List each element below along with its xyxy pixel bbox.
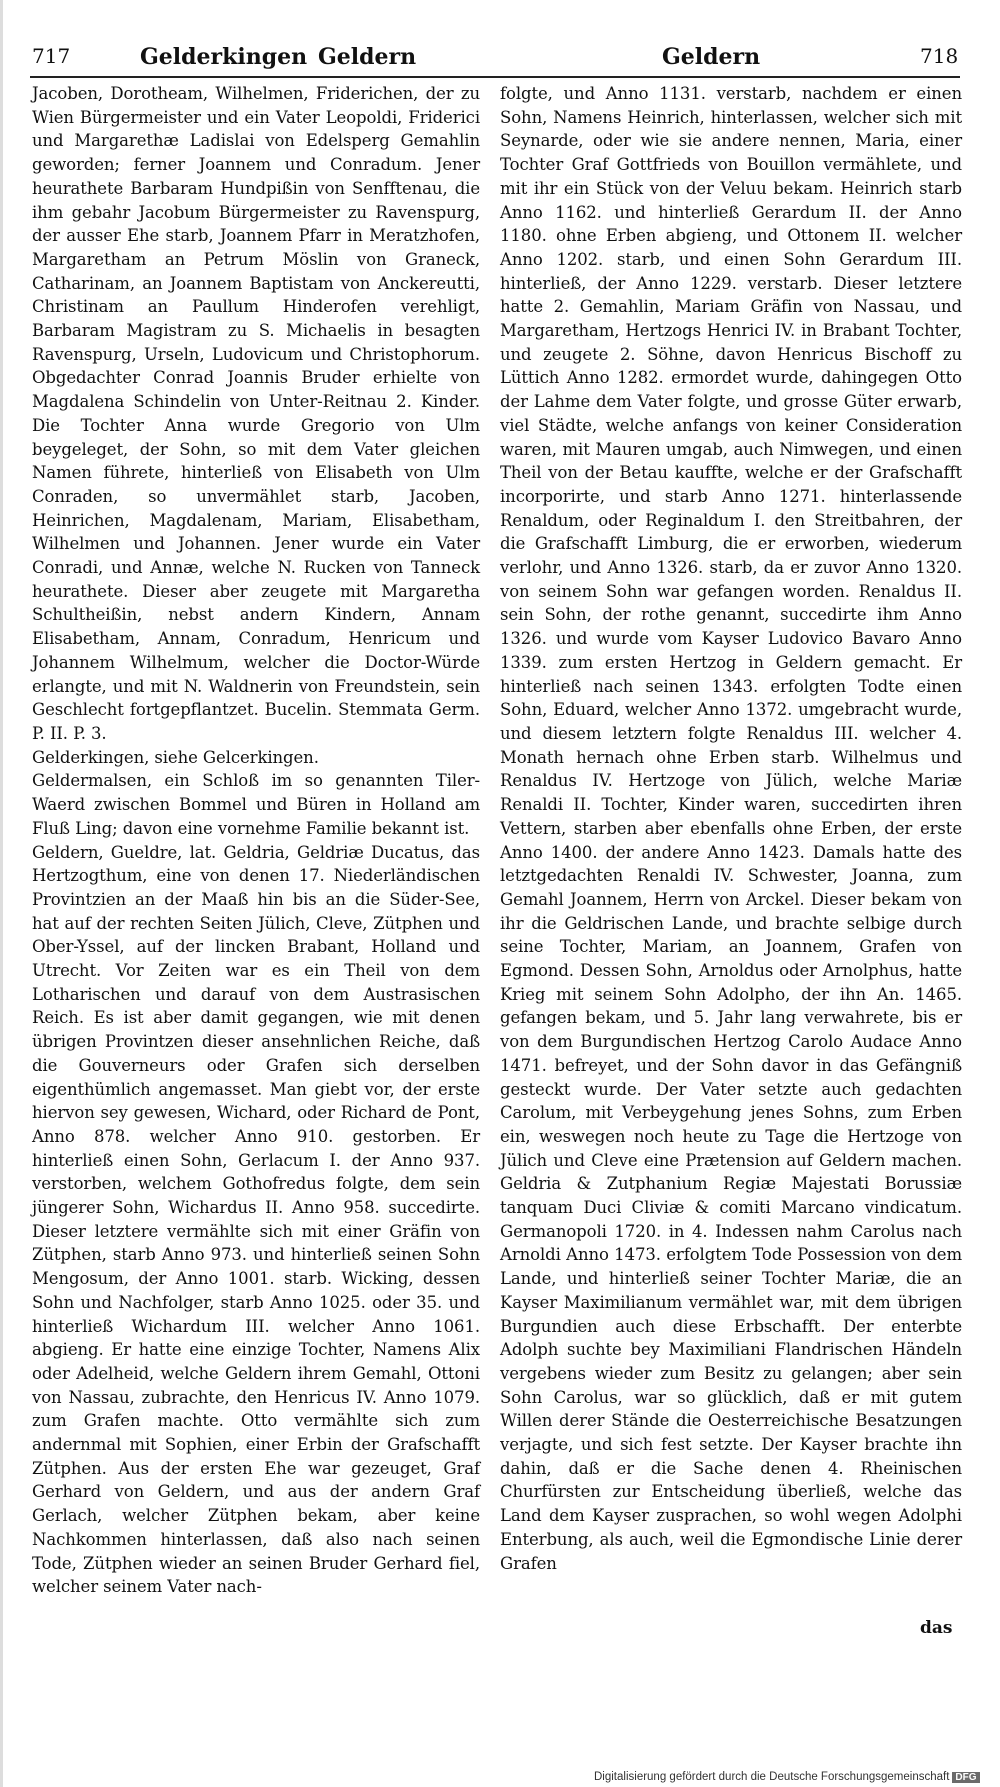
right-page-number: 718	[920, 44, 959, 68]
footer-text: Digitalisierung gefördert durch die Deutsche Forschungsgemeinschaft	[594, 1771, 950, 1783]
header-rule	[30, 76, 960, 78]
dfg-logo: DFG	[952, 1772, 979, 1783]
scan-edge	[0, 0, 3, 1787]
entry-geldermalsen: Geldermalsen, ein Schloß im so genannten Tiler-Waerd zwischen Bommel und Büren in Holland am Fluß Ling; davon eine vornehme Familie bekannt ist.	[32, 771, 480, 838]
left-page-number: 717	[32, 44, 71, 68]
right-text-column	[500, 82, 962, 1575]
entry-gelderkingen: Gelderkingen, siehe Gelcerkingen.	[32, 747, 319, 767]
left-running-head-2: Geldern	[318, 44, 417, 70]
entry-geldern: Geldern, Gueldre, lat. Geldria, Geldriæ Ducatus, das Hertzogthum, eine von denen 17. Niederländischen Provintzien an der Maaß hin bis an die Süder-See, hat auf der rechten Seiten Jülich, Cleve, Zütphen und Ober-Yssel, auf der lincken Brabant, Holland und Utrecht. Vor Zeiten war es ein Theil von dem Lotharischen und darauf von dem Austrasischen Reich. Es ist aber damit gegangen, wie mit denen übrigen Provintzen dieser ansehnlichen Reiche, daß die Gouverneurs oder Grafen sich derselben eigenthümlich angemasset. Man giebt vor, der erste hiervon sey gewesen, Wichard, oder Richard de Pont, Anno 878. welcher Anno 910. gestorben. Er hinterließ einen Sohn, Gerlacum I. der Anno 937. verstorben, welchem Gothofredus folgte, dem sein jüngerer Sohn, Wichardus II. Anno 958. succedirte. Dieser letztere vermählte sich mit einer Gräfin von Zütphen, starb Anno 973. und hinterließ seinen Sohn Mengosum, der Anno 1001. starb. Wicking, dessen Sohn und Nachfolger, starb Anno 1025. oder 35. und hinterließ Wichardum III. welcher Anno 1061. abgieng. Er hatte eine einzige Tochter, Namens Alix oder Adelheid, welche Geldern ihrem Gemahl, Ottoni von Nassau, zubrachte, den Henricus IV. Anno 1079. zum Grafen machte. Otto vermählte sich zum andernmal mit Sophien, einer Erbin der Grafschafft Zütphen. Aus der ersten Ehe war gezeuget, Graf Gerhard von Geldern, und aus der andern Graf Gerlach, welcher Zütphen bekam, aber keine Nachkommen hinterlassen, daß also nach seinen Tode, Zütphen wieder an seinen Bruder Gerhard fiel, welcher seinem Vater nach-	[32, 842, 480, 1597]
paragraph-continuation: Jacoben, Dorotheam, Wilhelmen, Friderichen, der zu Wien Bürgermeister und ein Vater Leopoldi, Friderici und Margarethæ Ladislai von Edelsperg Gemahlin geworden; ferner Joannem und Conradum. Jener heurathete Barbaram Hundpißin von Senfftenau, die ihm gebahr Jacobum Bürgermeister zu Ravenspurg, der ausser Ehe starb, Joannem Pfarr in Meratzhofen, Margaretham an Petrum Möslin von Graneck, Catharinam, an Joannem Baptistam von Anckereutti, Christinam an Paullum Hinderofen verehligt, Barbaram Magistram zu S. Michaelis in besagten Ravenspurg, Urseln, Ludovicum und Christophorum. Obgedachter Conrad Joannis Bruder erhielte von Magdalena Schindelin von Unter-Reitnau 2. Kinder. Die Tochter Anna wurde Gregorio von Ulm beygeleget, der Sohn, so mit dem Vater gleichen Namen führete, hinterließ von Elisabeth von Ulm Conraden, so unvermählet starb, Jacoben, Heinrichen, Magdalenam, Mariam, Elisabetham, Wilhelmen und Johannen. Jener wurde ein Vater Conradi, und Annæ, welche N. Rucken von Tanneck heurathete. Dieser aber zeugete mit Margaretha Schultheißin, nebst andern Kindern, Annam Elisabetham, Annam, Conradum, Henricum und Johannem Wilhelmum, welcher die Doctor-Würde erlangte, und mit N. Waldnerin von Freundstein, sein Geschlecht fortgepflantzet. Bucelin. Stemmata Germ. P. II. P. 3.	[32, 84, 480, 743]
left-text-column	[32, 82, 480, 1599]
right-running-head: Geldern	[662, 44, 761, 70]
catchword: das	[920, 1618, 953, 1638]
paragraph-geldern-continued: folgte, und Anno 1131. verstarb, nachdem er einen Sohn, Namens Heinrich, hinterlassen, welcher sich mit Seynarde, oder wie sie andere nennen, Maria, einer Tochter Graf Gottfrieds von Bouillon vermählete, und mit ihr ein Stück von der Veluu bekam. Heinrich starb Anno 1162. und hinterließ Gerardum II. der Anno 1180. ohne Erben abgieng, und Ottonem II. welcher Anno 1202. starb, und einen Sohn Gerardum III. hinterließ, der Anno 1229. verstarb. Dieser letztere hatte 2. Gemahlin, Mariam Gräfin von Nassau, und Margaretham, Hertzogs Henrici IV. in Brabant Tochter, und zeugete 2. Söhne, davon Henricus Bischoff zu Lüttich Anno 1282. ermordet wurde, dahingegen Otto der Lahme dem Vater folgte, und grosse Güter erwarb, viel Städte, welche anfangs von keiner Consideration waren, mit Mauren umgab, auch Nimwegen, und einen Theil von der Betau kauffte, welche er der Grafschafft incorporirte, und starb Anno 1271. hinterlassende Renaldum, oder Reginaldum I. den Streitbahren, der die Grafschafft Limburg, die er erworben, wiederum verlohr, und Anno 1326. starb, da er zuvor Anno 1320. von seinem Sohn war gefangen worden. Renaldus II. sein Sohn, der rothe genannt, succedirte ihm Anno 1326. und wurde vom Kayser Ludovico Bavaro Anno 1339. zum ersten Hertzog in Geldern gemacht. Er hinterließ nach seinen 1343. erfolgten Todte einen Sohn, Eduard, welcher Anno 1372. umgebracht wurde, und diesem letztern folgte Renaldus III. welcher 4. Monath hernach ohne Erben starb. Wilhelmus und Renaldus IV. Hertzoge von Jülich, welche Mariæ Renaldi II. Tochter, Kinder waren, succedirten ihren Vettern, starben aber ebenfalls ohne Erben, der erste Anno 1400. der andere Anno 1423. Damals hatte des letztgedachten Renaldi IV. Schwester, Joanna, zum Gemahl Joannem, Herrn von Arckel. Dieser bekam von ihr die Geldrischen Lande, und brachte selbige durch seine Tochter, Mariam, an Joannem, Grafen von Egmond. Dessen Sohn, Arnoldus oder Arnolphus, hatte Krieg mit seinem Sohn Adolpho, der ihn An. 1465. gefangen bekam, und 5. Jahr lang verwahrete, bis er von dem Burgundischen Hertzog Carolo Audace Anno 1471. befreyet, und der Sohn davor in das Gefängniß gesteckt wurde. Der Vater setzte auch gedachten Carolum, mit Verbeygehung jenes Sohns, zum Erben ein, weswegen noch heute zu Tage die Hertzoge von Jülich und Cleve eine Prætension auf Geldern machen. Geldria & Zutphanium Regiæ Majestati Borussiæ tanquam Duci Cliviæ & comiti Marcano vindicatum. Germanopoli 1720. in 4. Indessen nahm Carolus nach Arnoldi Anno 1473. erfolgtem Tode Possession von dem Lande, und hinterließ seiner Tochter Mariæ, die an Kayser Maximilianum vermählet war, mit dem übrigen Burgundien auch diese Erbschafft. Der enterbte Adolph suchte bey Maximiliani Flandrischen Händeln vergebens wieder zum Besitz zu gelangen; aber sein Sohn Carolus, war so glücklich, daß er mit gutem Willen derer Stände die Oesterreichische Besatzungen verjagte, und sich fest setzte. Der Kayser brachte ihn dahin, daß er die Sache denen 4. Rheinischen Churfürsten zur Entscheidung überließ, welche das Land dem Kayser zusprachen, so wohl wegen Adolphi Enterbung, als auch, weil die Egmondische Linie derer Grafen	[500, 84, 962, 1573]
digitization-footer	[594, 1771, 980, 1783]
left-running-head-1: Gelderkingen	[140, 44, 308, 70]
